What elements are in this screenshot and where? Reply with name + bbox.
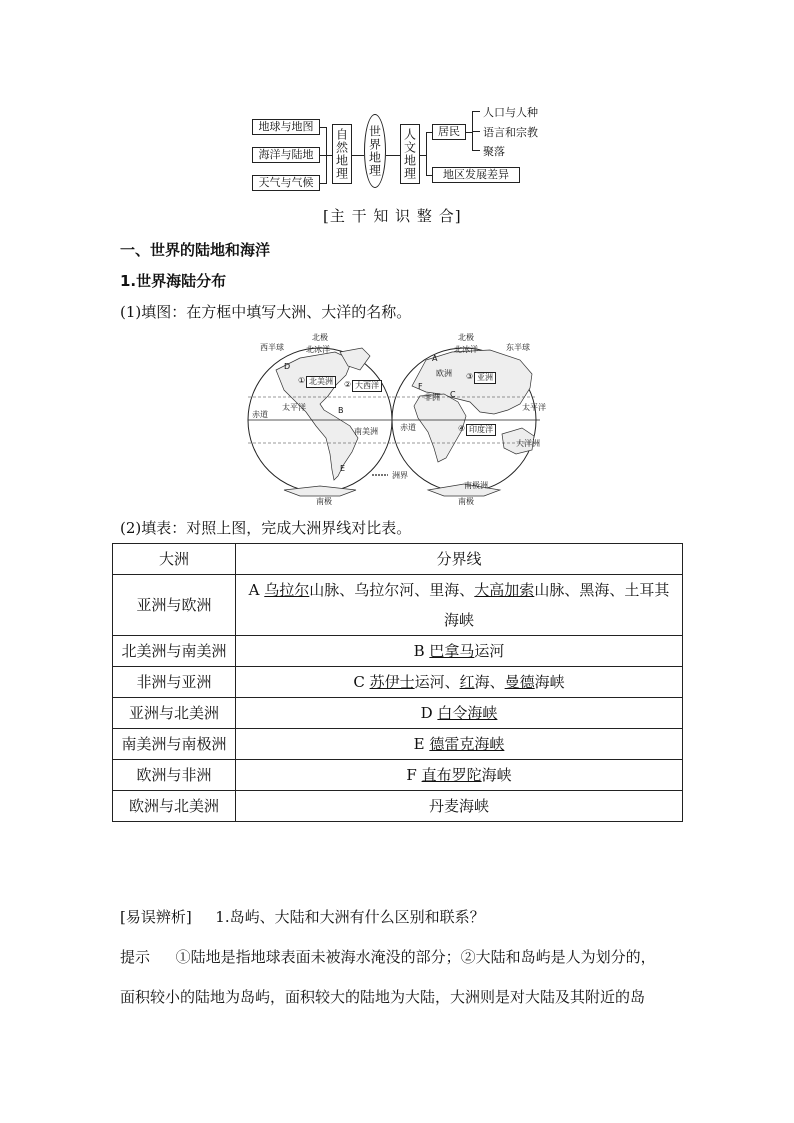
continent-boundary-table [112,543,683,822]
cell-continents: 亚洲与北美洲 [113,698,236,729]
map-west-hemisphere: 西半球 [260,343,284,352]
answer-text: 直布罗陀 [421,766,482,784]
marker-3: ③ [466,372,474,381]
map-pacific-w: 太平洋 [282,403,306,412]
hint-line-2: 面积较小的陆地为岛屿，面积较大的陆地为大陆，大洲则是对大陆及其附近的岛 [120,988,646,1006]
resident-item-language: 语言和宗教 [483,126,538,139]
answer-text: 苏伊士 [369,673,415,691]
marker-D: D [284,362,291,371]
cell-continents: 亚洲与欧洲 [113,575,236,636]
map-south-pole-e: 南极 [458,497,474,506]
boundary-text: 海峡 [481,766,512,784]
map-box-asia: 亚洲 [474,372,496,384]
cell-boundary [236,667,683,698]
boundary-text: 海峡 [534,673,565,691]
boundary-text: 山脉、乌拉尔河、里海、 [309,581,475,599]
map-continent-border: 洲界 [392,471,408,480]
marker-B: B [338,406,344,415]
table-row [113,636,683,667]
cell-boundary [236,729,683,760]
hemisphere-map-svg [240,330,560,508]
map-south-pole-w: 南极 [316,497,332,506]
cell-continents: 非洲与亚洲 [113,667,236,698]
table-row [113,791,683,822]
table-header-boundary: 分界线 [236,544,683,575]
diagram-item-weather-climate: 天气与气候 [252,175,320,191]
diagram-item-ocean-land: 海洋与陆地 [252,147,320,163]
marker-F: F [418,382,423,391]
map-box-north-america: 北美洲 [306,376,336,388]
marker-C: C [450,390,456,399]
boundary-text: E [413,735,430,753]
table-row [113,667,683,698]
cell-continents: 北美洲与南美洲 [113,636,236,667]
cell-boundary [236,760,683,791]
table-row [113,698,683,729]
boundary-text: C [353,673,370,691]
boundary-text: 运河、 [414,673,460,691]
table-row [113,575,683,636]
hint-text-1: ①陆地是指地球表面未被海水淹没的部分；②大陆和岛屿是人为划分的， [175,948,656,966]
table-header-continent: 大洲 [113,544,236,575]
analysis-question [120,906,485,927]
marker-E: E [340,464,346,473]
answer-text: 白令海峡 [437,704,498,722]
diagram-item-earth-map: 地球与地图 [252,119,320,135]
question-fill-table: (2)填表：对照上图，完成大洲界线对比表。 [120,519,412,537]
question-fill-map: (1)填图：在方框中填写大洲、大洋的名称。 [120,303,412,321]
map-north-pole-e: 北极 [458,333,474,342]
boundary-text: 海、 [474,673,505,691]
cell-continents: 欧洲与北美洲 [113,791,236,822]
table-row [113,760,683,791]
cell-continents: 南美洲与南极洲 [113,729,236,760]
hint-line-1 [120,946,656,967]
boundary-text: F [406,766,422,784]
cell-boundary [236,791,683,822]
answer-text: 红 [459,673,475,691]
map-europe: 欧洲 [436,369,452,378]
table-header-row [113,544,683,575]
world-hemisphere-map [240,330,560,508]
marker-A: A [432,354,438,363]
map-oceania: 大洋洲 [516,439,540,448]
map-equator-e: 赤道 [400,423,416,432]
map-box-indian-ocean: 印度洋 [466,424,496,436]
answer-text: 大高加索 [474,581,535,599]
map-east-hemisphere: 东半球 [506,343,530,352]
marker-4: ④ [458,424,466,433]
boundary-text: 运河 [474,642,505,660]
map-africa: 非洲 [424,393,440,402]
answer-text: 乌拉尔 [264,581,310,599]
resident-item-population: 人口与人种 [483,106,538,119]
boundary-text: 丹麦海峡 [428,797,489,815]
world-geography-ellipse: 世界地理 [364,114,386,188]
map-pacific-e: 太平洋 [522,403,546,412]
section-title: [主 干 知 识 整 合] [323,207,462,225]
boundary-text: 山脉、黑海、土耳其海峡 [443,581,670,629]
map-box-atlantic: 大西洋 [352,380,382,392]
cell-boundary [236,636,683,667]
boundary-text: A [248,581,265,599]
map-north-pole-w: 北极 [312,333,328,342]
table-row [113,729,683,760]
boundary-text: B [413,642,430,660]
boundary-text: D [420,704,438,722]
residents-box: 居民 [432,124,466,140]
heading-distribution: 1.世界海陆分布 [120,272,227,290]
answer-text: 德雷克海峡 [429,735,505,753]
answer-text: 曼德 [504,673,535,691]
cell-continents: 欧洲与非洲 [113,760,236,791]
analysis-label: [易误辨析] [120,908,192,926]
resident-item-settlement: 聚落 [483,145,505,158]
region-diff-box: 地区发展差异 [432,167,520,183]
human-geography-box: 人文地理 [400,124,420,184]
hint-label: 提示 [120,948,151,966]
map-equator-w: 赤道 [252,410,268,419]
map-south-america: 南美洲 [354,427,378,436]
map-arctic-ocean-e: 北冰洋 [454,345,478,354]
marker-2: ② [344,380,352,389]
answer-text: 巴拿马 [429,642,475,660]
cell-boundary [236,698,683,729]
map-arctic-ocean-w: 北冰洋 [306,345,330,354]
map-antarctica: 南极洲 [464,481,488,490]
heading-land-ocean: 一、世界的陆地和海洋 [120,241,271,259]
natural-geography-box: 自然地理 [332,124,352,184]
cell-boundary [236,575,683,636]
analysis-question-text: 1.岛屿、大陆和大洲有什么区别和联系？ [215,908,485,926]
marker-1: ① [298,376,306,385]
